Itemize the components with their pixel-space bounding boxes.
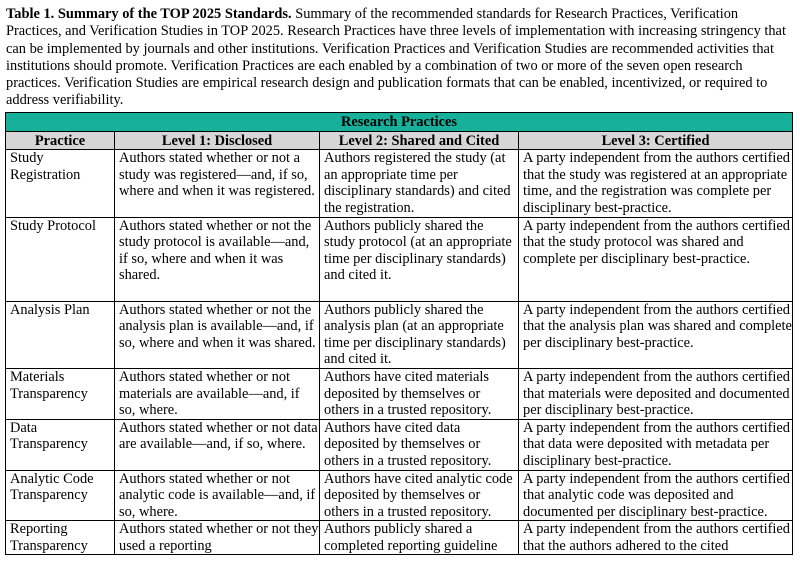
table-row: [6, 368, 793, 419]
table-row: [6, 521, 793, 555]
cell-level-1: Authors stated whether or not the analysis plan is available—and, if so, where and when it was shared.: [115, 301, 320, 368]
table-row: [6, 150, 793, 217]
cell-level-2: Authors have cited materials deposited by themselves or others in a trusted repository.: [320, 368, 519, 419]
cell-level-1: Authors stated whether or not materials are available—and, if so, where.: [115, 368, 320, 419]
table-row: [6, 470, 793, 521]
cell-level-3: A party independent from the authors certified that the study protocol was shared and complete per disciplinary best-practice.: [519, 217, 793, 301]
cell-level-3: A party independent from the authors certified that the analysis plan was shared and complete per disciplinary best-practice.: [519, 301, 793, 368]
cell-practice: Study Protocol: [6, 217, 115, 301]
cell-level-1: Authors stated whether or not data are available—and, if so, where.: [115, 419, 320, 470]
cell-practice: Reporting Transparency: [6, 521, 115, 555]
band-row: [6, 113, 793, 132]
cell-level-3: A party independent from the authors certified that the authors adhered to the cited: [519, 521, 793, 555]
cell-level-1: Authors stated whether or not they used a reporting: [115, 521, 320, 555]
caption-label: Table 1. Summary of the TOP 2025 Standards.: [6, 6, 292, 22]
cell-practice: Analysis Plan: [6, 301, 115, 368]
table-row: [6, 419, 793, 470]
cell-level-2: Authors publicly shared the analysis plan (at an appropriate time per disciplinary standards) and cited it.: [320, 301, 519, 368]
caption-text: Summary of the recommended standards for Research Practices, Verification Practices, and Verification Studies in TOP 2025. Research Practices have three levels of implementation with increasing stringency that can be implemented by journals and other institutions. Verification Practices and Verification Studies are recommended activities that institutions should promote. Verification Practices are each enabled by a combination of two or more of the seven open research practices. Verification Studies are empirical research design and publication formats that can be enabled, incentivized, or required to address verifiability.: [6, 6, 786, 109]
header-practice: Practice: [6, 131, 115, 150]
cell-practice: Materials Transparency: [6, 368, 115, 419]
cell-practice: Analytic Code Transparency: [6, 470, 115, 521]
cell-level-2: Authors have cited analytic code deposited by themselves or others in a trusted repository.: [320, 470, 519, 521]
cell-level-2: Authors have cited data deposited by themselves or others in a trusted repository.: [320, 419, 519, 470]
header-level-2: Level 2: Shared and Cited: [320, 131, 519, 150]
cell-level-2: Authors registered the study (at an appropriate time per disciplinary standards) and cited the registration.: [320, 150, 519, 217]
cell-level-2: Authors publicly shared a completed reporting guideline: [320, 521, 519, 555]
cell-level-3: A party independent from the authors certified that materials were deposited and documented per disciplinary best-practice.: [519, 368, 793, 419]
cell-level-3: A party independent from the authors certified that data were deposited with metadata per disciplinary best-practice.: [519, 419, 793, 470]
cell-level-2: Authors publicly shared the study protocol (at an appropriate time per disciplinary standards) and cited it.: [320, 217, 519, 301]
standards-table: [5, 112, 793, 555]
header-level-3: Level 3: Certified: [519, 131, 793, 150]
cell-practice: Study Registration: [6, 150, 115, 217]
table-row: [6, 301, 793, 368]
cell-level-3: A party independent from the authors certified that the study was registered at an appropriate time, and the registration was complete per disciplinary best-practice.: [519, 150, 793, 217]
table-row: [6, 217, 793, 301]
cell-level-1: Authors stated whether or not analytic code is available—and, if so, where.: [115, 470, 320, 521]
band-title: Research Practices: [6, 113, 793, 132]
header-level-1: Level 1: Disclosed: [115, 131, 320, 150]
cell-level-1: Authors stated whether or not a study was registered—and, if so, where and when it was registered.: [115, 150, 320, 217]
header-row: [6, 131, 793, 150]
cell-level-3: A party independent from the authors certified that analytic code was deposited and documented per disciplinary best-practice.: [519, 470, 793, 521]
cell-level-1: Authors stated whether or not the study protocol is available—and, if so, where and when it was shared.: [115, 217, 320, 301]
cell-practice: Data Transparency: [6, 419, 115, 470]
table-caption: [6, 6, 790, 110]
